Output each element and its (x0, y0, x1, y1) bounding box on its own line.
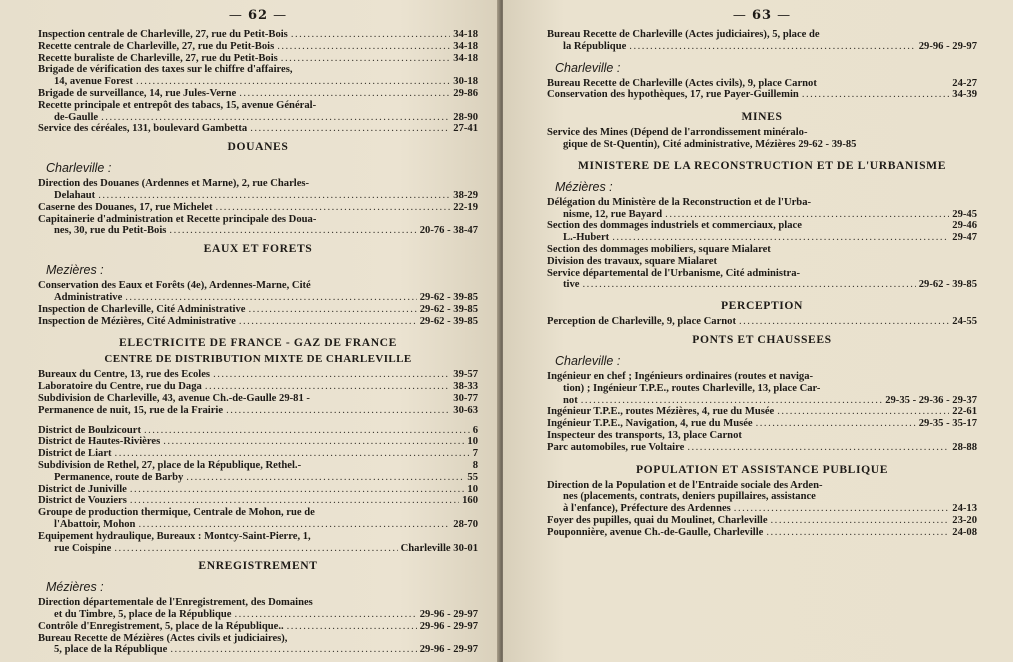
entry-text: Section des dommages mobiliers, square Mialaret (547, 243, 771, 255)
dot-leader (582, 279, 915, 291)
directory-entry (38, 178, 478, 190)
dot-leader (125, 292, 416, 304)
entry-text: Ingénieur T.P.E., routes Mézières, 4, rue du Musée (547, 406, 775, 418)
entry-text: Permanence, route de Barby (54, 471, 184, 483)
entry-text: et du Timbre, 5, place de la République (54, 609, 232, 621)
dot-leader (250, 123, 450, 135)
left-page (0, 0, 500, 662)
directory-entry (38, 53, 478, 65)
entry-text: tive (563, 279, 580, 291)
entry-phone-number: 38-33 (453, 381, 478, 393)
entry-text: Division des travaux, square Mialaret (547, 255, 717, 267)
entry-text: Perception de Charleville, 9, place Carnot (547, 316, 736, 328)
ponts-entries (547, 371, 977, 454)
entry-text: Bureau Recette de Charleville (Actes judiciaires), 5, place de (547, 29, 820, 40)
entry-phone-number: 8 (472, 459, 478, 471)
mines-entries (547, 127, 977, 151)
entry-phone-number: 160 (462, 495, 478, 507)
entry-text: Service des céréales, 131, boulevard Gambetta (38, 123, 248, 135)
entry-text: Ingénieur en chef ; Ingénieurs ordinaires (routes et naviga- (547, 370, 814, 382)
dot-leader (248, 304, 416, 316)
entry-text: Brigade de vérification des taxes sur le chiffre d'affaires, (38, 64, 293, 76)
directory-entry (38, 460, 478, 472)
entry-phone-number: 29-96 - 29-97 (419, 620, 478, 632)
entry-phone-number: 39-57 (453, 369, 478, 381)
entry-text: Conservation des hypothèques, 17, rue Payer-Guillemin (547, 89, 799, 101)
directory-entry (38, 214, 478, 226)
directory-entry (38, 280, 478, 292)
dot-leader (612, 232, 949, 244)
directory-entry (38, 621, 478, 633)
dot-leader (277, 41, 450, 53)
entry-text: District de Boulzicourt (38, 424, 141, 436)
entry-phone-number: 38-29 (453, 189, 478, 201)
dot-leader (756, 418, 916, 430)
entry-text: de-Gaulle (54, 111, 99, 123)
city-label: Mézières : (555, 179, 613, 194)
entry-text: l'Abattoir, Mohon (54, 518, 136, 530)
directory-entry (38, 88, 478, 100)
directory-entry (547, 316, 977, 328)
dot-leader (629, 41, 915, 53)
entry-text: District de Vouziers (38, 495, 127, 507)
entry-phone-number: 34-18 (453, 52, 478, 64)
directory-entry (547, 209, 977, 221)
dot-leader (777, 406, 949, 418)
directory-entry (38, 448, 478, 460)
entry-phone-number: 30-18 (453, 76, 478, 88)
directory-entry (547, 442, 977, 454)
entry-phone-number: 7 (472, 448, 478, 460)
directory-entry (38, 369, 478, 381)
dot-leader (169, 225, 416, 237)
entry-phone-number: 24-13 (952, 503, 977, 515)
entry-text: Equipement hydraulique, Bureaux : Montcy-Saint-Pierre, 1, (38, 530, 311, 542)
directory-entry (547, 279, 977, 291)
city-label: Charleville : (46, 161, 112, 176)
dot-leader (291, 29, 450, 41)
entry-phone-number: 24-08 (952, 526, 977, 538)
directory-entry (547, 244, 977, 256)
directory-entry (547, 527, 977, 539)
eaux-entries (38, 280, 478, 327)
entry-text: Section des dommages industriels et commerciaux, place (547, 220, 802, 232)
entry-phone-number: 29-47 (952, 232, 977, 244)
entry-phone-number: 6 (472, 424, 478, 436)
entry-text: Brigade de surveillance, 14, rue Jules-Verne (38, 87, 237, 99)
entry-phone-number: 22-61 (952, 406, 977, 418)
entry-phone-number: 29-96 - 29-97 (918, 40, 977, 52)
city-label: Mézières : (46, 580, 104, 595)
entry-phone-number: 23-20 (952, 514, 977, 526)
section-heading: ELECTRICITE DE FRANCE - GAZ DE FRANCE (119, 336, 397, 350)
dot-leader (239, 316, 417, 328)
dot-leader (802, 89, 949, 101)
entry-text: Recette buraliste de Charleville, 27, rue du Petit-Bois (38, 52, 278, 64)
dot-leader (205, 381, 450, 393)
section-heading: MINISTERE DE LA RECONSTRUCTION ET DE L'URBANISME (577, 158, 947, 172)
reconstruction-entries (547, 197, 977, 291)
entry-text: 14, avenue Forest (54, 76, 133, 88)
entry-text: nes (placements, contrats, deniers pupillaires, assistance (563, 491, 816, 503)
charleville-entries (547, 78, 977, 102)
entry-text: Bureau Recette de Charleville (Actes civils), 9, place Carnot (547, 77, 817, 89)
dot-leader (287, 621, 417, 633)
directory-entry (38, 644, 478, 656)
left-top-entries (38, 29, 478, 135)
dot-leader (170, 644, 416, 656)
entry-text: Direction départementale de l'Enregistrement, des Domaines (38, 597, 313, 609)
entry-phone-number: 10 (467, 436, 478, 448)
entry-phone-number: 29-62 - 39-85 (918, 279, 977, 291)
directory-entry (38, 472, 478, 484)
directory-entry (547, 371, 977, 383)
entry-text: Inspection de Charleville, Cité Administrative (38, 303, 246, 315)
directory-entry (38, 425, 478, 437)
directory-entry (38, 76, 478, 88)
dot-leader (101, 112, 450, 124)
edf-entries (38, 369, 478, 416)
entry-text: nisme, 12, rue Bayard (563, 208, 663, 220)
directory-entry (38, 29, 478, 41)
entry-phone-number: 10 (467, 483, 478, 495)
dot-leader (226, 405, 450, 417)
directory-entry (38, 64, 478, 76)
directory-entry (547, 430, 977, 442)
directory-entry (547, 503, 977, 515)
entry-text: L.-Hubert (563, 232, 610, 244)
directory-entry (547, 41, 977, 53)
dot-leader (144, 425, 470, 437)
directory-entry (38, 202, 478, 214)
entry-phone-number: 30-63 (453, 404, 478, 416)
directory-entry (38, 225, 478, 237)
dot-leader (665, 209, 949, 221)
perception-entries (547, 316, 977, 328)
city-label: Charleville : (555, 353, 621, 368)
directory-entry (38, 519, 478, 531)
directory-entry (38, 484, 478, 496)
section-heading: DOUANES (227, 140, 289, 154)
dot-leader (130, 484, 465, 496)
directory-entry (38, 316, 478, 328)
right-page (503, 0, 1013, 662)
entry-text: Recette centrale de Charleville, 27, rue du Petit-Bois (38, 40, 275, 52)
entry-text: Pouponnière, avenue Ch.-de-Gaulle, Charleville (547, 526, 764, 538)
entry-text: Recette principale et entrepôt des tabacs, 15, avenue Général- (38, 99, 317, 111)
section-heading: MINES (741, 110, 783, 124)
entry-text: Laboratoire du Centre, rue du Daga (38, 381, 202, 393)
directory-entry (38, 190, 478, 202)
directory-entry (547, 29, 977, 41)
entry-phone-number: 29-96 - 29-97 (419, 644, 478, 656)
dot-leader (215, 202, 450, 214)
entry-phone-number: 29-96 - 29-97 (419, 609, 478, 621)
directory-entry (38, 543, 478, 555)
directory-entry (38, 436, 478, 448)
directory-entry (547, 197, 977, 209)
city-label: Mezières : (46, 263, 104, 278)
directory-entry (38, 292, 478, 304)
right-top-entries (547, 29, 977, 53)
dot-leader (163, 436, 464, 448)
entry-phone-number: 34-18 (453, 40, 478, 52)
entry-text: District de Hautes-Rivières (38, 436, 161, 448)
entry-text: Foyer des pupilles, quai du Moulinet, Charleville (547, 514, 768, 526)
entry-text: Administrative (54, 291, 123, 303)
entry-text: Bureau Recette de Mézières (Actes civils et judiciaires), (38, 632, 288, 644)
entry-text: Bureaux du Centre, 13, rue des Ecoles (38, 369, 211, 381)
directory-entry (38, 381, 478, 393)
entry-text: Capitainerie d'administration et Recette principale des Doua- (38, 213, 317, 225)
dot-leader (239, 88, 450, 100)
entry-text: Direction de la Population et de l'Entraide sociale des Arden- (547, 479, 823, 491)
douanes-entries (38, 178, 478, 237)
directory-entry (38, 304, 478, 316)
dot-leader (687, 442, 949, 454)
directory-entry (547, 232, 977, 244)
edf-districts (38, 425, 478, 555)
entry-phone-number: 29-62 - 39-85 (419, 291, 478, 303)
entry-phone-number: 29-45 (952, 208, 977, 220)
entry-phone-number: Charleville 30-01 (400, 542, 478, 554)
entry-text: Ingénieur T.P.E., Navigation, 4, rue du Musée (547, 418, 753, 430)
entry-phone-number: 34-39 (952, 89, 977, 101)
section-heading: POPULATION ET ASSISTANCE PUBLIQUE (635, 462, 889, 476)
entry-phone-number: 29-35 - 29-36 - 29-37 (885, 394, 977, 406)
entry-text: Inspection centrale de Charleville, 27, rue du Petit-Bois (38, 29, 288, 40)
directory-entry (38, 507, 478, 519)
section-heading: PERCEPTION (720, 299, 803, 313)
dot-leader (115, 448, 470, 460)
population-entries (547, 480, 977, 539)
dot-leader (136, 76, 450, 88)
entry-text: Groupe de production thermique, Centrale de Mohon, rue de (38, 507, 315, 519)
dot-leader (766, 527, 949, 539)
section-heading: PONTS ET CHAUSSEES (692, 332, 832, 346)
directory-entry (547, 127, 977, 139)
dot-leader (771, 515, 950, 527)
dot-leader (138, 519, 450, 531)
entry-phone-number: 28-90 (453, 111, 478, 123)
directory-entry (38, 405, 478, 417)
entry-text: Inspecteur des transports, 13, place Carnot (547, 429, 742, 441)
entry-text: District de Juniville (38, 483, 127, 495)
dot-leader (739, 316, 949, 328)
dot-leader (734, 503, 949, 515)
directory-entry (38, 100, 478, 112)
dot-leader (281, 53, 450, 65)
dot-leader (98, 190, 450, 202)
directory-entry (547, 395, 977, 407)
dot-leader (114, 543, 397, 555)
directory-entry (547, 383, 977, 395)
entry-text: Subdivision de Charleville, 43, avenue Ch.-de-Gaulle 29-81 - (38, 392, 310, 404)
section-heading: EAUX ET FORETS (203, 242, 313, 256)
directory-entry (547, 220, 977, 232)
entry-text: Conservation des Eaux et Forêts (4e), Ardennes-Marne, Cité (38, 280, 311, 292)
directory-entry (547, 78, 977, 90)
entry-text: 5, place de la République (54, 644, 168, 656)
entry-text: District de Liart (38, 448, 112, 460)
entry-text: Service départemental de l'Urbanisme, Cité administra- (547, 267, 801, 279)
entry-text: rue Coispine (54, 542, 112, 554)
entry-phone-number: 27-41 (453, 123, 478, 135)
entry-phone-number: 55 (467, 471, 478, 483)
entry-text: Direction des Douanes (Ardennes et Marne), 2, rue Charles- (38, 178, 310, 190)
entry-phone-number: 24-27 (952, 77, 977, 89)
entry-phone-number: 20-76 - 38-47 (419, 225, 478, 237)
directory-entry (38, 495, 478, 507)
entry-phone-number: 29-46 (952, 220, 977, 232)
entry-text: Délégation du Ministère de la Reconstruction et de l'Urba- (547, 196, 812, 208)
directory-entry (38, 393, 478, 405)
section-subheading: CENTRE DE DISTRIBUTION MIXTE DE CHARLEVILLE (104, 353, 412, 366)
entry-text: Permanence de nuit, 15, rue de la Frairie (38, 404, 224, 416)
directory-entry (38, 633, 478, 645)
entry-text: Parc automobiles, rue Voltaire (547, 441, 685, 453)
entry-text: gique de St-Quentin), Cité administrative, Mézières 29-62 - 39-85 (563, 138, 857, 150)
entry-phone-number: 29-86 (453, 87, 478, 99)
entry-phone-number: 24-55 (952, 316, 977, 328)
entry-text: Delahaut (54, 189, 96, 201)
directory-entry (38, 112, 478, 124)
directory-entry (547, 268, 977, 280)
dot-leader (130, 495, 459, 507)
dot-leader (186, 472, 464, 484)
entry-phone-number: 22-19 (453, 201, 478, 213)
entry-phone-number: 28-88 (952, 441, 977, 453)
city-label: Charleville : (555, 60, 621, 75)
entry-text: Service des Mines (Dépend de l'arrondissement minéralo- (547, 127, 808, 139)
entry-text: nes, 30, rue du Petit-Bois (54, 225, 167, 237)
entry-phone-number: 28-70 (453, 518, 478, 530)
dot-leader (581, 395, 882, 407)
page-number: — 62 — (228, 8, 288, 23)
entry-text: la République (563, 40, 627, 52)
enreg-entries (38, 597, 478, 656)
directory-entry (547, 406, 977, 418)
page-number: — 63 — (732, 8, 792, 23)
entry-text: Caserne des Douanes, 17, rue Michelet (38, 201, 213, 213)
entry-text: Inspection de Mézières, Cité Administrative (38, 315, 236, 327)
entry-text: not (563, 394, 578, 406)
dot-leader (213, 369, 450, 381)
entry-phone-number: 29-62 - 39-85 (419, 303, 478, 315)
directory-entry (38, 597, 478, 609)
directory-entry (547, 515, 977, 527)
entry-text: Subdivision de Rethel, 27, place de la République, Rethel.- (38, 459, 302, 471)
entry-phone-number: 29-35 - 35-17 (918, 418, 977, 430)
directory-entry (38, 531, 478, 543)
entry-phone-number: 34-18 (453, 29, 478, 40)
directory-entry (547, 256, 977, 268)
entry-text: Contrôle d'Enregistrement, 5, place de la République.. (38, 620, 284, 632)
directory-entry (547, 491, 977, 503)
directory-entry (38, 609, 478, 621)
directory-entry (547, 89, 977, 101)
entry-phone-number: 29-62 - 39-85 (419, 315, 478, 327)
entry-text: tion) ; Ingénieur T.P.E., routes Charleville, 13, place Car- (563, 382, 821, 394)
dot-leader (234, 609, 416, 621)
directory-entry (547, 139, 977, 151)
section-heading: ENREGISTREMENT (198, 559, 318, 573)
entry-phone-number: 30-77 (453, 392, 478, 404)
directory-entry (547, 418, 977, 430)
directory-entry (38, 41, 478, 53)
directory-entry (547, 480, 977, 492)
entry-text: à l'enfance), Préfecture des Ardennes (563, 503, 731, 515)
directory-entry (38, 123, 478, 135)
